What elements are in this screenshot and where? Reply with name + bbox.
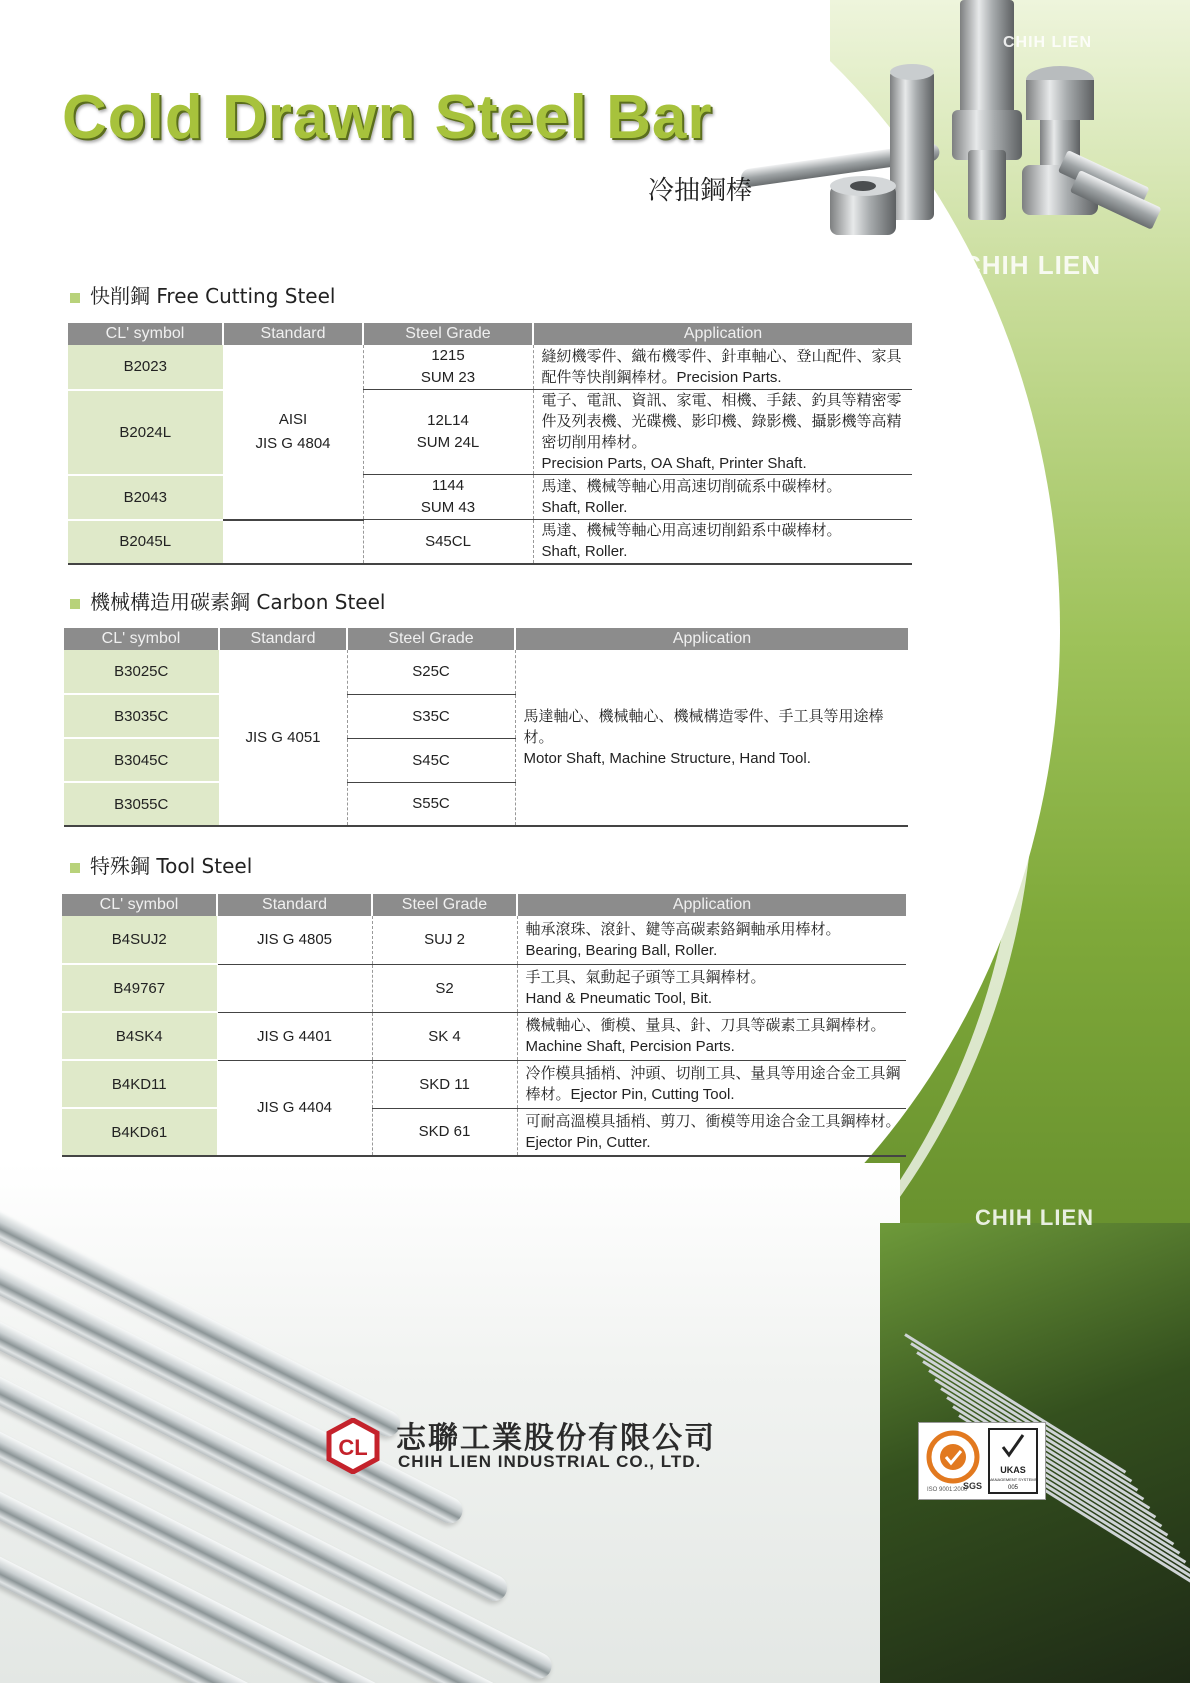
symbol-cell: B3025C	[64, 650, 219, 694]
application-en: Bearing, Bearing Ball, Roller.	[525, 941, 718, 959]
header-grade: Steel Grade	[347, 628, 515, 650]
grade-cell: 1215 SUM 23	[363, 345, 533, 390]
standard-cell	[223, 520, 363, 564]
grade-cell: S45C	[347, 738, 515, 782]
standard-cell: JIS G 4051	[219, 650, 347, 826]
tool-steel-table	[62, 894, 906, 1157]
table-row	[68, 520, 912, 564]
grade-cell: 1144 SUM 43	[363, 475, 533, 520]
header-grade: Steel Grade	[363, 323, 533, 345]
application-cell	[517, 1060, 906, 1108]
table-row	[68, 390, 912, 475]
grade-cell: SKD 11	[372, 1060, 517, 1108]
standard-cell	[217, 964, 372, 1012]
standard-cell: JIS G 4805	[217, 916, 372, 964]
svg-text:CL: CL	[338, 1435, 368, 1460]
application-en: Shaft, Roller.	[541, 543, 628, 561]
application-en: Precision Parts.	[676, 369, 782, 386]
header-symbol: CL' symbol	[64, 628, 219, 650]
application-cn: 電子、電訊、資訊、家電、相機、手錶、釣具等精密零件及列表機、光碟機、影印機、錄影機、攝影機等高精密切削用棒材。	[541, 391, 902, 451]
grade-cell: S55C	[347, 782, 515, 826]
application-en: Hand & Pneumatic Tool, Bit.	[525, 990, 712, 1007]
watermark-top: CHIH LIEN	[1003, 34, 1092, 51]
table-row	[62, 1060, 906, 1108]
sgs-ukas-icon	[919, 1423, 1045, 1499]
symbol-cell: B4SUJ2	[62, 916, 217, 964]
application-cell	[517, 1108, 906, 1156]
header-application: Application	[517, 894, 906, 916]
application-en: Precision Parts, OA Shaft, Printer Shaft.	[541, 455, 807, 472]
section-heading-carbon: 機械構造用碳素鋼 Carbon Steel	[70, 586, 385, 615]
watermark-mid: CHIH LIEN	[962, 250, 1101, 280]
symbol-cell: B3055C	[64, 782, 219, 826]
machined-parts-image	[730, 0, 1180, 260]
standard-cell: AISI JIS G 4804	[223, 345, 363, 520]
company-name-en: CHIH LIEN INDUSTRIAL CO., LTD.	[398, 1452, 702, 1471]
application-en: Machine Shaft, Percision Parts.	[525, 1038, 735, 1055]
svg-text:SGS: SGS	[963, 1481, 983, 1491]
table-row	[68, 345, 912, 390]
carbon-steel-table	[64, 628, 908, 827]
section-heading-free-cutting: 快削鋼 Free Cutting Steel	[70, 280, 335, 309]
application-cn: 可耐高溫模具插梢、剪刀、衝模等用途合金工具鋼棒材。	[525, 1111, 901, 1130]
application-cn: 冷作模具插梢、沖頭、切削工具、量具等用途合金工具鋼棒材。	[525, 1064, 901, 1103]
header-application: Application	[533, 323, 912, 345]
application-cell	[515, 650, 908, 826]
grade-cell: SUJ 2	[372, 916, 517, 964]
section-heading-tool: 特殊鋼 Tool Steel	[70, 850, 252, 879]
application-cell	[533, 475, 912, 520]
symbol-cell: B4KD61	[62, 1108, 217, 1156]
table-row	[62, 964, 906, 1012]
section-bullet-icon	[70, 293, 80, 303]
grade-cell: S25C	[347, 650, 515, 694]
application-cell	[517, 964, 906, 1012]
application-cell	[533, 520, 912, 564]
svg-text:ISO 9001:2000: ISO 9001:2000	[927, 1487, 968, 1493]
header-standard: Standard	[223, 323, 363, 345]
table-row	[62, 916, 906, 964]
application-en: Ejector Pin, Cutter.	[525, 1133, 651, 1151]
table-header-row	[62, 894, 906, 916]
standard-cell: JIS G 4401	[217, 1012, 372, 1060]
symbol-cell: B3045C	[64, 738, 219, 782]
section-bullet-icon	[70, 863, 80, 873]
grade-cell: SKD 61	[372, 1108, 517, 1156]
application-cn: 馬達、機械等軸心用高速切削鉛系中碳棒材。	[541, 521, 842, 540]
table-header-row	[64, 628, 908, 650]
application-cn: 馬達軸心、機械軸心、機械構造零件、手工具等用途棒材。	[523, 707, 884, 746]
header-symbol: CL' symbol	[68, 323, 223, 345]
header-grade: Steel Grade	[372, 894, 517, 916]
application-cn: 馬達、機械等軸心用高速切削硫系中碳棒材。	[541, 477, 842, 495]
symbol-cell: B4KD11	[62, 1060, 217, 1108]
grade-cell: S2	[372, 964, 517, 1012]
application-en: Ejector Pin, Cutting Tool.	[570, 1086, 735, 1103]
table-row	[64, 650, 908, 694]
svg-text:UKAS: UKAS	[1000, 1465, 1026, 1475]
grade-cell: S35C	[347, 694, 515, 738]
application-cell	[533, 345, 912, 390]
header-standard: Standard	[217, 894, 372, 916]
section-bullet-icon	[70, 599, 80, 609]
grade-cell: 12L14 SUM 24L	[363, 390, 533, 475]
application-cn: 手工具、氣動起子頭等工具鋼棒材。	[525, 968, 766, 986]
svg-text:MANAGEMENT SYSTEMS: MANAGEMENT SYSTEMS	[988, 1477, 1038, 1482]
company-logo-icon	[325, 1418, 381, 1474]
table-row	[62, 1108, 906, 1156]
application-cell	[533, 390, 912, 475]
grade-cell: S45CL	[363, 520, 533, 564]
page-subtitle: 冷抽鋼棒	[648, 176, 753, 206]
header-application: Application	[515, 628, 908, 650]
symbol-cell: B2045L	[68, 520, 223, 564]
table-header-row	[68, 323, 912, 345]
header-symbol: CL' symbol	[62, 894, 217, 916]
page-title: Cold Drawn Steel Bar	[62, 83, 713, 152]
application-cell	[517, 916, 906, 964]
symbol-cell: B49767	[62, 964, 217, 1012]
header-standard: Standard	[219, 628, 347, 650]
application-cn: 縫紉機零件、織布機零件、針車軸心、登山配件、家具配件等快削鋼棒材。	[541, 347, 902, 386]
table-row	[68, 475, 912, 520]
company-name-cn: 志聯工業股份有限公司	[396, 1421, 716, 1456]
application-en: Shaft, Roller.	[541, 499, 628, 516]
free-cutting-table	[68, 323, 912, 565]
application-cell	[517, 1012, 906, 1060]
certification-badges	[918, 1422, 1046, 1500]
symbol-cell: B4SK4	[62, 1012, 217, 1060]
svg-text:005: 005	[1007, 1485, 1019, 1491]
symbol-cell: B3035C	[64, 694, 219, 738]
table-row	[62, 1012, 906, 1060]
application-en: Motor Shaft, Machine Structure, Hand Tool.	[523, 750, 811, 767]
symbol-cell: B2043	[68, 475, 223, 520]
standard-cell: JIS G 4404	[217, 1060, 372, 1156]
application-cn: 軸承滾珠、滾針、鍵等高碳素鉻鋼軸承用棒材。	[525, 919, 841, 938]
symbol-cell: B2024L	[68, 390, 223, 475]
application-cn: 機械軸心、衝模、量具、針、刀具等碳素工具鋼棒材。	[525, 1016, 886, 1034]
symbol-cell: B2023	[68, 345, 223, 390]
grade-cell: SK 4	[372, 1012, 517, 1060]
watermark-low: CHIH LIEN	[975, 1205, 1094, 1230]
